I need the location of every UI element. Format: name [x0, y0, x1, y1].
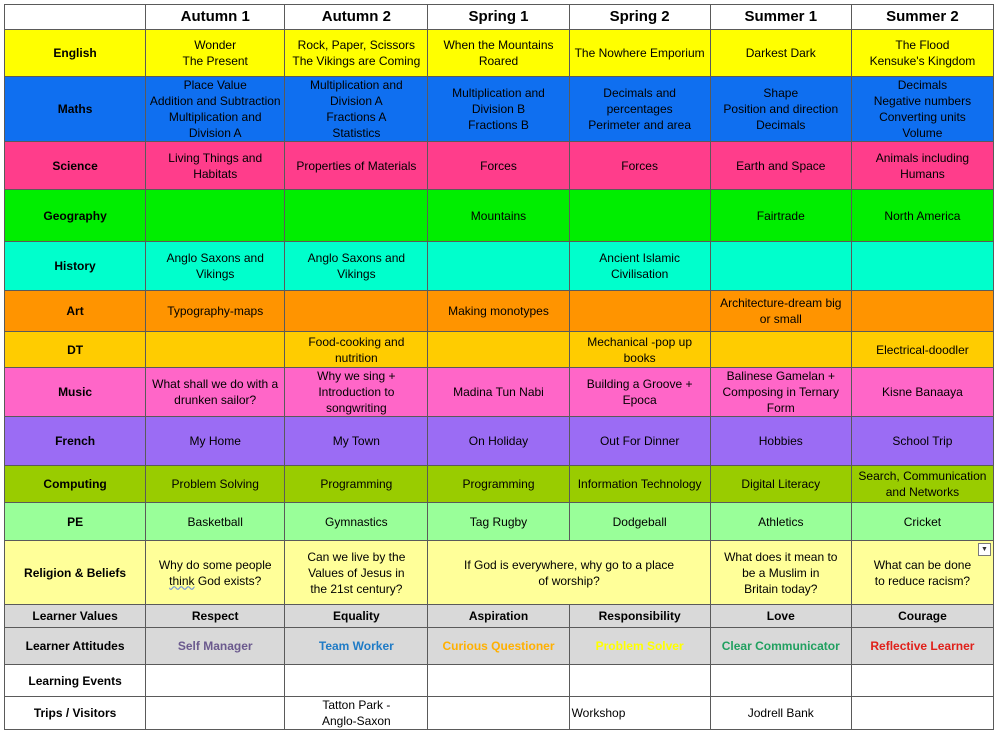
subject-cell-pe[interactable]: Athletics: [710, 503, 851, 541]
subject-cell-pe[interactable]: Dodgeball: [569, 503, 710, 541]
row-maths: [5, 77, 994, 142]
subject-cell-maths[interactable]: Decimals and percentages Perimeter and area: [569, 77, 710, 142]
subject-cell-computing[interactable]: Digital Literacy: [710, 466, 851, 503]
subject-cell-geography[interactable]: [569, 190, 710, 242]
learning-events-label[interactable]: Learning Events: [5, 665, 146, 697]
learner-attitudes-label[interactable]: Learner Attitudes: [5, 628, 146, 665]
subject-cell-music[interactable]: Madina Tun Nabi: [428, 368, 569, 417]
header-summer-1[interactable]: Summer 1: [710, 5, 851, 30]
attitude-cell[interactable]: Team Worker: [285, 628, 428, 665]
subject-cell-maths[interactable]: Multiplication and Division B Fractions B: [428, 77, 569, 142]
religion-label[interactable]: Religion & Beliefs: [5, 541, 146, 605]
religion-spring[interactable]: If God is everywhere, why go to a place of worship?: [428, 541, 710, 605]
header-autumn-1[interactable]: Autumn 1: [146, 5, 285, 30]
subject-cell-history[interactable]: [710, 242, 851, 291]
subject-cell-maths[interactable]: Place Value Addition and Subtraction Multiplication and Division A: [146, 77, 285, 142]
subject-cell-english[interactable]: The Nowhere Emporium: [569, 30, 710, 77]
attitude-cell[interactable]: Curious Questioner: [428, 628, 569, 665]
subject-label-english[interactable]: English: [5, 30, 146, 77]
subject-cell-geography[interactable]: Mountains: [428, 190, 569, 242]
subject-cell-history[interactable]: Anglo Saxons and Vikings: [146, 242, 285, 291]
subject-cell-science[interactable]: Properties of Materials: [285, 142, 428, 190]
religion-summer-2[interactable]: [851, 541, 993, 605]
religion-summer-2-text: What can be done to reduce racism?: [873, 557, 972, 588]
subject-cell-dt[interactable]: Electrical-doodler: [851, 332, 993, 368]
subject-cell-music[interactable]: Building a Groove + Epoca: [569, 368, 710, 417]
subject-cell-english[interactable]: Darkest Dark: [710, 30, 851, 77]
event-cell[interactable]: [710, 665, 851, 697]
subject-cell-art[interactable]: Making monotypes: [428, 291, 569, 332]
attitude-cell[interactable]: Clear Communicator: [710, 628, 851, 665]
subject-cell-french[interactable]: My Home: [146, 417, 285, 466]
event-cell[interactable]: [851, 665, 993, 697]
value-cell[interactable]: Love: [710, 605, 851, 628]
row-trips-visitors: [5, 697, 994, 730]
subject-cell-geography[interactable]: [146, 190, 285, 242]
value-cell[interactable]: Aspiration: [428, 605, 569, 628]
subject-cell-computing[interactable]: Problem Solving: [146, 466, 285, 503]
row-dt: [5, 332, 994, 368]
event-cell[interactable]: [569, 665, 710, 697]
attitude-cell[interactable]: Reflective Learner: [851, 628, 993, 665]
religion-autumn-1[interactable]: [146, 541, 285, 605]
subject-cell-geography[interactable]: [285, 190, 428, 242]
subject-cell-history[interactable]: [428, 242, 569, 291]
attitude-cell[interactable]: Problem Solver: [569, 628, 710, 665]
subject-cell-pe[interactable]: Cricket: [851, 503, 993, 541]
subject-cell-pe[interactable]: Tag Rugby: [428, 503, 569, 541]
event-cell[interactable]: [428, 665, 569, 697]
subject-cell-computing[interactable]: Search, Communication and Networks: [851, 466, 993, 503]
subject-cell-english[interactable]: Rock, Paper, Scissors The Vikings are Coming: [285, 30, 428, 77]
subject-cell-english[interactable]: When the Mountains Roared: [428, 30, 569, 77]
subject-cell-art[interactable]: [285, 291, 428, 332]
row-science: [5, 142, 994, 190]
religion-summer-1[interactable]: What does it mean to be a Muslim in Britain today?: [710, 541, 851, 605]
row-learner-attitudes: [5, 628, 994, 665]
attitude-cell[interactable]: Self Manager: [146, 628, 285, 665]
subject-cell-history[interactable]: Ancient Islamic Civilisation: [569, 242, 710, 291]
row-french: [5, 417, 994, 466]
trip-cell[interactable]: Tatton Park - Anglo-Saxon: [285, 697, 428, 730]
subject-cell-dt[interactable]: [710, 332, 851, 368]
trips-label[interactable]: Trips / Visitors: [5, 697, 146, 730]
subject-label-history[interactable]: History: [5, 242, 146, 291]
row-music: [5, 368, 994, 417]
value-cell[interactable]: Responsibility: [569, 605, 710, 628]
subject-cell-science[interactable]: Earth and Space: [710, 142, 851, 190]
subject-cell-science[interactable]: Forces: [569, 142, 710, 190]
subject-cell-music[interactable]: What shall we do with a drunken sailor?: [146, 368, 285, 417]
value-cell[interactable]: Equality: [285, 605, 428, 628]
row-learner-values: [5, 605, 994, 628]
trip-cell[interactable]: Jodrell Bank: [710, 697, 851, 730]
curriculum-table: [4, 4, 994, 730]
subject-cell-pe[interactable]: Gymnastics: [285, 503, 428, 541]
subject-cell-geography[interactable]: North America: [851, 190, 993, 242]
subject-label-geography[interactable]: Geography: [5, 190, 146, 242]
header-row: [5, 5, 994, 30]
subject-label-science[interactable]: Science: [5, 142, 146, 190]
subject-cell-history[interactable]: [851, 242, 993, 291]
subject-cell-pe[interactable]: Basketball: [146, 503, 285, 541]
religion-autumn-1-line1: Why do some people: [158, 557, 272, 572]
row-computing: [5, 466, 994, 503]
learner-values-label[interactable]: Learner Values: [5, 605, 146, 628]
subject-cell-music[interactable]: Kisne Banaaya: [851, 368, 993, 417]
subject-cell-french[interactable]: My Town: [285, 417, 428, 466]
subject-cell-music[interactable]: Why we sing + Introduction to songwriting: [285, 368, 428, 417]
trip-cell[interactable]: Workshop: [569, 697, 710, 730]
row-pe: [5, 503, 994, 541]
subject-cell-dt[interactable]: [146, 332, 285, 368]
subject-cell-english[interactable]: The Flood Kensuke's Kingdom: [851, 30, 993, 77]
event-cell[interactable]: [285, 665, 428, 697]
subject-cell-science[interactable]: Animals including Humans: [851, 142, 993, 190]
subject-cell-art[interactable]: Typography-maps: [146, 291, 285, 332]
subject-cell-computing[interactable]: Information Technology: [569, 466, 710, 503]
header-spring-2[interactable]: Spring 2: [569, 5, 710, 30]
subject-label-pe[interactable]: PE: [5, 503, 146, 541]
subject-cell-science[interactable]: Living Things and Habitats: [146, 142, 285, 190]
subject-label-french[interactable]: French: [5, 417, 146, 466]
religion-autumn-2[interactable]: Can we live by the Values of Jesus in the 21st century?: [285, 541, 428, 605]
value-cell[interactable]: Courage: [851, 605, 993, 628]
subject-cell-french[interactable]: On Holiday: [428, 417, 569, 466]
subject-cell-computing[interactable]: Programming: [428, 466, 569, 503]
subject-label-dt[interactable]: DT: [5, 332, 146, 368]
subject-cell-maths[interactable]: Multiplication and Division A Fractions A Statistics: [285, 77, 428, 142]
header-summer-2[interactable]: Summer 2: [851, 5, 993, 30]
subject-cell-geography[interactable]: Fairtrade: [710, 190, 851, 242]
subject-cell-dt[interactable]: [428, 332, 569, 368]
subject-label-computing[interactable]: Computing: [5, 466, 146, 503]
spellcheck-word[interactable]: think: [169, 573, 195, 588]
subject-cell-computing[interactable]: Programming: [285, 466, 428, 503]
row-religion: [5, 541, 994, 605]
subject-cell-english[interactable]: Wonder The Present: [146, 30, 285, 77]
subject-cell-dt[interactable]: Food-cooking and nutrition: [285, 332, 428, 368]
header-spring-1[interactable]: Spring 1: [428, 5, 569, 30]
chevron-down-icon[interactable]: ▼: [978, 543, 991, 556]
trip-cell[interactable]: [428, 697, 569, 730]
religion-autumn-1-line2: God exists?: [197, 573, 262, 588]
subject-cell-maths[interactable]: Shape Position and direction Decimals: [710, 77, 851, 142]
subject-cell-french[interactable]: School Trip: [851, 417, 993, 466]
trip-cell[interactable]: [851, 697, 993, 730]
subject-label-art[interactable]: Art: [5, 291, 146, 332]
subject-cell-music[interactable]: Balinese Gamelan + Composing in Ternary Form: [710, 368, 851, 417]
subject-cell-maths[interactable]: Decimals Negative numbers Converting units Volume: [851, 77, 993, 142]
header-corner[interactable]: [5, 5, 146, 30]
row-history: [5, 242, 994, 291]
event-cell[interactable]: [146, 665, 285, 697]
subject-cell-history[interactable]: Anglo Saxons and Vikings: [285, 242, 428, 291]
row-learning-events: [5, 665, 994, 697]
subject-cell-art[interactable]: [851, 291, 993, 332]
subject-cell-science[interactable]: Forces: [428, 142, 569, 190]
subject-cell-french[interactable]: Out For Dinner: [569, 417, 710, 466]
header-autumn-2[interactable]: Autumn 2: [285, 5, 428, 30]
trip-cell[interactable]: [146, 697, 285, 730]
value-cell[interactable]: Respect: [146, 605, 285, 628]
subject-cell-art[interactable]: [569, 291, 710, 332]
row-art: [5, 291, 994, 332]
row-english: [5, 30, 994, 77]
row-geography: [5, 190, 994, 242]
subject-label-maths[interactable]: Maths: [5, 77, 146, 142]
subject-cell-french[interactable]: Hobbies: [710, 417, 851, 466]
subject-label-music[interactable]: Music: [5, 368, 146, 417]
subject-cell-art[interactable]: Architecture-dream big or small: [710, 291, 851, 332]
subject-cell-dt[interactable]: Mechanical -pop up books: [569, 332, 710, 368]
